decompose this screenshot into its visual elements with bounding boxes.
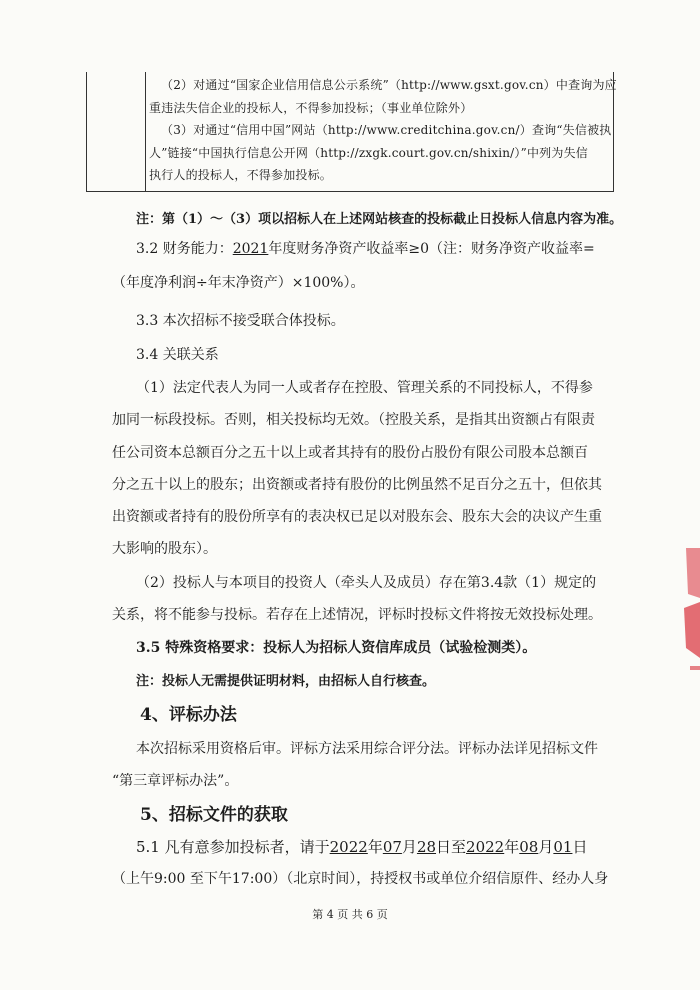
table-line: 人”链接“中国执行信息公开网（http://zxgk.court.gov.cn/shixin/）”中列为失信 bbox=[149, 145, 588, 160]
section-3-2-line-2: （年度净利润÷年末净资产）×100%）。 bbox=[112, 275, 365, 291]
end-day: 01 bbox=[553, 838, 573, 856]
section-3-2-line-1 bbox=[136, 238, 595, 258]
month-char: 月 bbox=[538, 838, 554, 856]
heading-evaluation-method: 4、评标办法 bbox=[140, 705, 237, 725]
start-month: 07 bbox=[382, 838, 402, 856]
stamp-fragment bbox=[690, 666, 700, 670]
section-5-1-line-1 bbox=[136, 836, 587, 857]
table-line: （3）对通过“信用中国”网站（http://www.creditchina.gov.cn/）查询“失信被执 bbox=[161, 123, 612, 137]
year-char: 年 bbox=[367, 838, 383, 856]
section-3-4-p1-line: 大影响的股东）。 bbox=[112, 541, 217, 557]
section-5-1-line-2: （上午9:00 至下午17:00）（北京时间），持授权书或单位介绍信原件、经办人身 bbox=[112, 871, 609, 887]
section-3-3: 3.3 本次招标不接受联合体投标。 bbox=[136, 313, 345, 329]
evaluation-paragraph-line: 本次招标采用资格后审。评标方法采用综合评分法。评标办法详见招标文件 bbox=[136, 741, 598, 757]
section-5-1-intro: 5.1 凡有意参加投标者，请于 bbox=[136, 838, 330, 856]
section-3-2-rest: 年度财务净资产收益率≥0（注：财务净资产收益率= bbox=[268, 241, 595, 257]
section-3-2-year: 2021 bbox=[232, 241, 269, 257]
table-column-divider bbox=[145, 72, 146, 191]
note-website-check: 注：第（1）～（3）项以招标人在上述网站核查的投标截止日投标人信息内容为准。 bbox=[136, 212, 623, 227]
heading-obtain-documents: 5、招标文件的获取 bbox=[140, 805, 288, 825]
month-char: 月 bbox=[401, 838, 417, 856]
stamp-fragment bbox=[686, 548, 700, 598]
evaluation-paragraph-line: “第三章评标办法”。 bbox=[112, 773, 239, 789]
note-no-proof-required: 注：投标人无需提供证明材料，由招标人自行核查。 bbox=[136, 674, 436, 689]
qualification-table-fragment bbox=[86, 72, 617, 192]
section-3-4-p1-line: 出资额或者持有的股份所享有的表决权已足以对股东会、股东大会的决议产生重 bbox=[112, 509, 602, 525]
year-char: 年 bbox=[504, 838, 520, 856]
red-seal-stamp bbox=[680, 548, 700, 688]
section-3-4-p1-line: 分之五十以上的股东；出资额或者持有股份的比例虽然不足百分之五十，但依其 bbox=[112, 477, 602, 493]
table-line: 执行人的投标人，不得参加投标。 bbox=[149, 168, 333, 182]
section-3-4-title: 3.4 关联关系 bbox=[136, 347, 219, 363]
end-year: 2022 bbox=[466, 838, 505, 856]
day-to-char: 日至 bbox=[436, 838, 467, 856]
section-3-4-p1-line: 任公司资本总额百分之五十以上或者其持有的股份占股份有限公司股本总额百 bbox=[112, 445, 588, 461]
section-3-2-prefix: 3.2 财务能力： bbox=[136, 241, 233, 257]
section-3-5: 3.5 特殊资格要求：投标人为招标人资信库成员（试验检测类）。 bbox=[136, 640, 537, 656]
day-char: 日 bbox=[572, 838, 588, 856]
stamp-fragment bbox=[684, 602, 700, 658]
start-year: 2022 bbox=[329, 838, 368, 856]
section-3-4-p1-line: 加同一标段投标。否则，相关投标均无效。（控股关系，是指其出资额占有限责 bbox=[112, 412, 595, 428]
section-3-4-p2-line: （2）投标人与本项目的投资人（牵头人及成员）存在第3.4款（1）规定的 bbox=[136, 575, 597, 591]
table-line: 重违法失信企业的投标人，不得参加投标；（事业单位除外） bbox=[149, 100, 473, 115]
section-3-4-p2-line: 关系，将不能参与投标。若存在上述情况，评标时投标文件将按无效投标处理。 bbox=[112, 607, 602, 623]
start-day: 28 bbox=[416, 838, 437, 856]
page-number-footer: 第 4 页 共 6 页 bbox=[312, 908, 388, 921]
table-cell bbox=[149, 74, 617, 187]
table-line: （2）对通过“国家企业信用信息公示系统”（http://www.gsxt.gov.cn）中查询为应 bbox=[161, 78, 617, 92]
end-month: 08 bbox=[519, 838, 539, 856]
section-3-4-p1-line: （1）法定代表人为同一人或者存在控股、管理关系的不同投标人，不得参 bbox=[136, 380, 593, 396]
